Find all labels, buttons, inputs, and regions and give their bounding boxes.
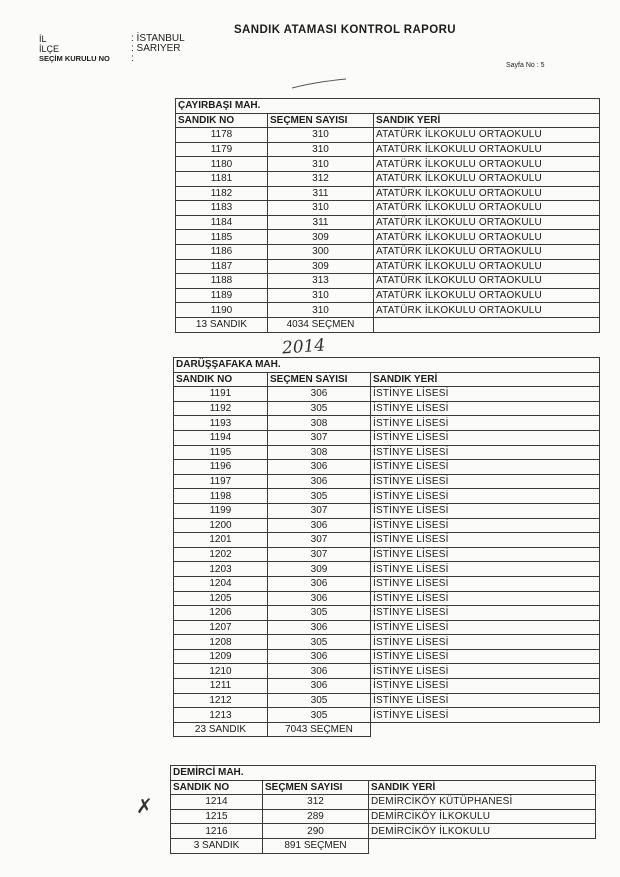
sandik-no-cell: 1192	[174, 401, 268, 416]
sandik-yeri-cell: İSTİNYE LİSESİ	[371, 518, 600, 533]
secmen-cell: 310	[268, 201, 374, 216]
sandik-no-cell: 1209	[174, 649, 268, 664]
secmen-cell: 311	[268, 215, 374, 230]
col-sandik-yeri: SANDIK YERİ	[371, 372, 600, 387]
sandik-no-cell: 1214	[171, 795, 263, 810]
col-sandik-no: SANDIK NO	[176, 113, 268, 128]
col-sandik-no: SANDIK NO	[174, 372, 268, 387]
table-row	[176, 186, 600, 201]
col-secmen-sayisi: SEÇMEN SAYISI	[263, 780, 369, 795]
sandik-yeri-cell: İSTİNYE LİSESİ	[371, 547, 600, 562]
secmen-cell: 306	[268, 664, 371, 679]
sandik-yeri-cell: DEMİRCİKÖY KÜTÜPHANESİ	[369, 795, 596, 810]
table-header	[174, 372, 600, 387]
secmen-cell: 306	[268, 474, 371, 489]
col-sandik-yeri: SANDIK YERİ	[374, 113, 600, 128]
pen-stroke-mark	[290, 76, 350, 92]
secmen-cell: 306	[268, 620, 371, 635]
sandik-no-cell: 1205	[174, 591, 268, 606]
sandik-yeri-cell: İSTİNYE LİSESİ	[371, 562, 600, 577]
sandik-yeri-cell: İSTİNYE LİSESİ	[371, 620, 600, 635]
secmen-cell: 305	[268, 489, 371, 504]
table-row	[176, 201, 600, 216]
secmen-cell: 306	[268, 679, 371, 694]
sandik-no-cell: 1198	[174, 489, 268, 504]
table-header	[171, 780, 596, 795]
sandik-no-cell: 1194	[174, 430, 268, 445]
table-row	[174, 401, 600, 416]
ilce-value: : SARIYER	[131, 43, 181, 54]
table-row	[174, 460, 600, 475]
secmen-cell: 310	[268, 128, 374, 143]
sandik-yeri-cell: İSTİNYE LİSESİ	[371, 649, 600, 664]
sandik-no-cell: 1200	[174, 518, 268, 533]
sandik-yeri-cell: ATATÜRK İLKOKULU ORTAOKULU	[374, 186, 600, 201]
table-row	[174, 430, 600, 445]
il-value: : İSTANBUL	[131, 33, 185, 44]
table-row	[174, 547, 600, 562]
sandik-yeri-cell: İSTİNYE LİSESİ	[371, 664, 600, 679]
kurul-value: :	[131, 53, 134, 64]
table-row	[174, 445, 600, 460]
sandik-yeri-cell: ATATÜRK İLKOKULU ORTAOKULU	[374, 157, 600, 172]
secmen-cell: 290	[263, 824, 369, 839]
check-mark: ✗	[136, 794, 153, 818]
sandik-yeri-cell: ATATÜRK İLKOKULU ORTAOKULU	[374, 128, 600, 143]
mahalle-title: ÇAYIRBAŞI MAH.	[176, 99, 600, 114]
mahalle-title: DEMİRCİ MAH.	[171, 766, 596, 781]
sandik-no-cell: 1196	[174, 460, 268, 475]
table-row	[174, 489, 600, 504]
secmen-cell: 306	[268, 387, 371, 402]
secmen-cell: 306	[268, 649, 371, 664]
secmen-cell: 300	[268, 244, 374, 259]
sandik-yeri-cell: ATATÜRK İLKOKULU ORTAOKULU	[374, 303, 600, 318]
sandik-no-cell: 1178	[176, 128, 268, 143]
table-row	[174, 591, 600, 606]
report-meta	[39, 34, 185, 64]
table-row	[174, 620, 600, 635]
sandik-no-cell: 1179	[176, 142, 268, 157]
sandik-no-cell: 1212	[174, 693, 268, 708]
secmen-cell: 306	[268, 576, 371, 591]
sandik-yeri-cell: İSTİNYE LİSESİ	[371, 576, 600, 591]
table-row	[176, 215, 600, 230]
table-row	[174, 474, 600, 489]
table-row	[176, 157, 600, 172]
table-row	[174, 635, 600, 650]
table-row	[174, 518, 600, 533]
sandik-yeri-cell: ATATÜRK İLKOKULU ORTAOKULU	[374, 215, 600, 230]
table-row	[171, 795, 596, 810]
handwritten-year: 2014	[281, 335, 326, 359]
section-total	[174, 722, 600, 737]
table-row	[171, 809, 596, 824]
secmen-cell: 307	[268, 533, 371, 548]
sandik-no-cell: 1206	[174, 606, 268, 621]
secmen-cell: 309	[268, 230, 374, 245]
table-row	[176, 244, 600, 259]
sandik-yeri-cell: İSTİNYE LİSESİ	[371, 387, 600, 402]
section-total	[176, 317, 600, 332]
sandik-no-cell: 1213	[174, 708, 268, 723]
total-secmen: 7043 SEÇMEN	[268, 722, 371, 737]
secmen-cell: 308	[268, 445, 371, 460]
secmen-cell: 305	[268, 635, 371, 650]
secmen-cell: 305	[268, 401, 371, 416]
sandik-no-cell: 1191	[174, 387, 268, 402]
sandik-yeri-cell: İSTİNYE LİSESİ	[371, 503, 600, 518]
sandik-yeri-cell: İSTİNYE LİSESİ	[371, 708, 600, 723]
section-cayirbasi	[175, 98, 600, 333]
table-row	[176, 230, 600, 245]
table-row	[174, 416, 600, 431]
sandik-no-cell: 1181	[176, 171, 268, 186]
table-header	[176, 113, 600, 128]
table-row	[171, 824, 596, 839]
sandik-no-cell: 1187	[176, 259, 268, 274]
table-row	[176, 171, 600, 186]
sandik-yeri-cell: İSTİNYE LİSESİ	[371, 693, 600, 708]
sandik-no-cell: 1211	[174, 679, 268, 694]
sandik-no-cell: 1197	[174, 474, 268, 489]
sandik-yeri-cell: DEMİRCİKÖY İLKOKULU	[369, 824, 596, 839]
table-row	[174, 562, 600, 577]
sandik-yeri-cell: DEMİRCİKÖY İLKOKULU	[369, 809, 596, 824]
secmen-cell: 307	[268, 547, 371, 562]
secmen-cell: 306	[268, 518, 371, 533]
secmen-cell: 306	[268, 591, 371, 606]
secmen-cell: 312	[268, 171, 374, 186]
sandik-yeri-cell: İSTİNYE LİSESİ	[371, 416, 600, 431]
sandik-yeri-cell: İSTİNYE LİSESİ	[371, 635, 600, 650]
secmen-cell: 289	[263, 809, 369, 824]
sandik-no-cell: 1201	[174, 533, 268, 548]
table-row	[174, 693, 600, 708]
sandik-no-cell: 1189	[176, 288, 268, 303]
mahalle-title: DARÜŞŞAFAKA MAH.	[174, 358, 600, 373]
ilce-label: İLÇE	[39, 44, 60, 54]
secmen-cell: 310	[268, 288, 374, 303]
sandik-yeri-cell: ATATÜRK İLKOKULU ORTAOKULU	[374, 142, 600, 157]
sandik-no-cell: 1203	[174, 562, 268, 577]
sandik-yeri-cell: ATATÜRK İLKOKULU ORTAOKULU	[374, 171, 600, 186]
sandik-yeri-cell: İSTİNYE LİSESİ	[371, 533, 600, 548]
sandik-yeri-cell: İSTİNYE LİSESİ	[371, 679, 600, 694]
col-sandik-no: SANDIK NO	[171, 780, 263, 795]
sandik-no-cell: 1195	[174, 445, 268, 460]
table-row	[174, 576, 600, 591]
sandik-yeri-cell: İSTİNYE LİSESİ	[371, 606, 600, 621]
sandik-no-cell: 1202	[174, 547, 268, 562]
sandik-no-cell: 1215	[171, 809, 263, 824]
table-row	[174, 708, 600, 723]
sandik-no-cell: 1199	[174, 503, 268, 518]
sandik-yeri-cell: ATATÜRK İLKOKULU ORTAOKULU	[374, 201, 600, 216]
secmen-cell: 306	[268, 460, 371, 475]
table-row	[176, 288, 600, 303]
sandik-no-cell: 1190	[176, 303, 268, 318]
il-label: İL	[39, 34, 47, 44]
table-row	[174, 664, 600, 679]
secmen-cell: 307	[268, 503, 371, 518]
table-row	[174, 649, 600, 664]
secmen-cell: 309	[268, 259, 374, 274]
table-row	[176, 142, 600, 157]
sandik-no-cell: 1208	[174, 635, 268, 650]
sandik-no-cell: 1210	[174, 664, 268, 679]
secmen-cell: 312	[263, 795, 369, 810]
sandik-no-cell: 1180	[176, 157, 268, 172]
total-secmen: 4034 SEÇMEN	[268, 317, 374, 332]
sandik-yeri-cell: ATATÜRK İLKOKULU ORTAOKULU	[374, 244, 600, 259]
sandik-yeri-cell: ATATÜRK İLKOKULU ORTAOKULU	[374, 230, 600, 245]
table-row	[176, 274, 600, 289]
sandik-no-cell: 1183	[176, 201, 268, 216]
sandik-yeri-cell: İSTİNYE LİSESİ	[371, 591, 600, 606]
secmen-cell: 305	[268, 693, 371, 708]
section-darussafaka	[173, 357, 600, 737]
sandik-yeri-cell: ATATÜRK İLKOKULU ORTAOKULU	[374, 259, 600, 274]
sandik-yeri-cell: ATATÜRK İLKOKULU ORTAOKULU	[374, 288, 600, 303]
table-row	[174, 387, 600, 402]
secmen-cell: 310	[268, 142, 374, 157]
sandik-yeri-cell: İSTİNYE LİSESİ	[371, 401, 600, 416]
secmen-cell: 305	[268, 708, 371, 723]
sandik-yeri-cell: İSTİNYE LİSESİ	[371, 474, 600, 489]
table-row	[176, 303, 600, 318]
sandik-yeri-cell: İSTİNYE LİSESİ	[371, 430, 600, 445]
sandik-no-cell: 1182	[176, 186, 268, 201]
table-row	[174, 503, 600, 518]
sandik-yeri-cell: İSTİNYE LİSESİ	[371, 489, 600, 504]
sandik-yeri-cell: İSTİNYE LİSESİ	[371, 460, 600, 475]
secmen-cell: 305	[268, 606, 371, 621]
sandik-no-cell: 1193	[174, 416, 268, 431]
sandik-no-cell: 1207	[174, 620, 268, 635]
sandik-no-cell: 1186	[176, 244, 268, 259]
secmen-cell: 313	[268, 274, 374, 289]
secmen-cell: 309	[268, 562, 371, 577]
total-sandik: 23 SANDIK	[174, 722, 268, 737]
secmen-cell: 308	[268, 416, 371, 431]
page-number: Sayfa No : 5	[506, 62, 545, 69]
section-total	[171, 838, 596, 853]
total-sandik: 3 SANDIK	[171, 838, 263, 853]
secmen-cell: 310	[268, 157, 374, 172]
secmen-cell: 311	[268, 186, 374, 201]
table-row	[174, 533, 600, 548]
table-row	[174, 679, 600, 694]
col-sandik-yeri: SANDIK YERİ	[369, 780, 596, 795]
sandik-yeri-cell: ATATÜRK İLKOKULU ORTAOKULU	[374, 274, 600, 289]
total-secmen: 891 SEÇMEN	[263, 838, 369, 853]
section-demirci	[170, 765, 596, 854]
sandik-no-cell: 1185	[176, 230, 268, 245]
secmen-cell: 307	[268, 430, 371, 445]
total-sandik: 13 SANDIK	[176, 317, 268, 332]
table-row	[176, 128, 600, 143]
secmen-cell: 310	[268, 303, 374, 318]
kurul-label: SEÇİM KURULU NO	[39, 54, 110, 63]
report-title: SANDIK ATAMASI KONTROL RAPORU	[233, 24, 456, 36]
sandik-no-cell: 1216	[171, 824, 263, 839]
sandik-no-cell: 1188	[176, 274, 268, 289]
sandik-no-cell: 1204	[174, 576, 268, 591]
col-secmen-sayisi: SEÇMEN SAYISI	[268, 372, 371, 387]
table-row	[176, 259, 600, 274]
col-secmen-sayisi: SEÇMEN SAYISI	[268, 113, 374, 128]
sandik-no-cell: 1184	[176, 215, 268, 230]
table-row	[174, 606, 600, 621]
sandik-yeri-cell: İSTİNYE LİSESİ	[371, 445, 600, 460]
